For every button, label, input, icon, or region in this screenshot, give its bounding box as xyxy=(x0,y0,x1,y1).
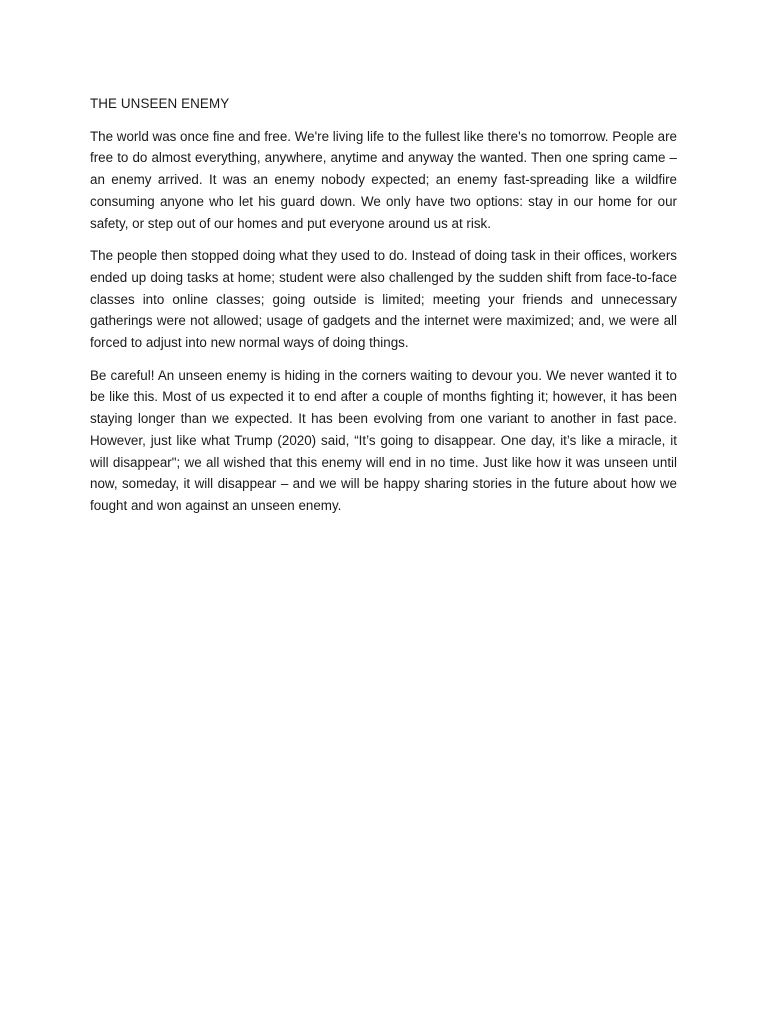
document-title: THE UNSEEN ENEMY xyxy=(90,96,230,111)
paragraph-3: Be careful! An unseen enemy is hiding in the corners waiting to devour you. We never wanted it to be like this. Most of us expected it to end after a couple of months fighting it; however, it has been staying longer than we expected. It has been evolving from one variant to another in fast pace. However, just like what Trump (2020) said, “It’s going to disappear. One day, it’s like a miracle, it will disappear"; we all wished that this enemy will end in no time. Just like how it was unseen until now, someday, it will disappear – and we will be happy sharing stories in the future about how we fought and won against an unseen enemy. xyxy=(90,367,677,513)
paragraph-2: The people then stopped doing what they used to do. Instead of doing task in their offices, workers ended up doing tasks at home; student were also challenged by the sudden shift from face-to-face classes into online classes; going outside is limited; meeting your friends and unnecessary gatherings were not allowed; usage of gadgets and the internet were maximized; and, we were all forced to adjust into new normal ways of doing things. xyxy=(90,248,677,351)
document-body xyxy=(90,93,677,528)
paragraph-1: The world was once fine and free. We're living life to the fullest like there's no tomorrow. People are free to do almost everything, anywhere, anytime and anyway the wanted. Then one spring came – an enemy arrived. It was an enemy nobody expected; an enemy fast-spreading like a wildfire consuming anyone who let his guard down. We only have two options: stay in our home for our safety, or step out of our homes and put everyone around us at risk. xyxy=(90,128,677,231)
